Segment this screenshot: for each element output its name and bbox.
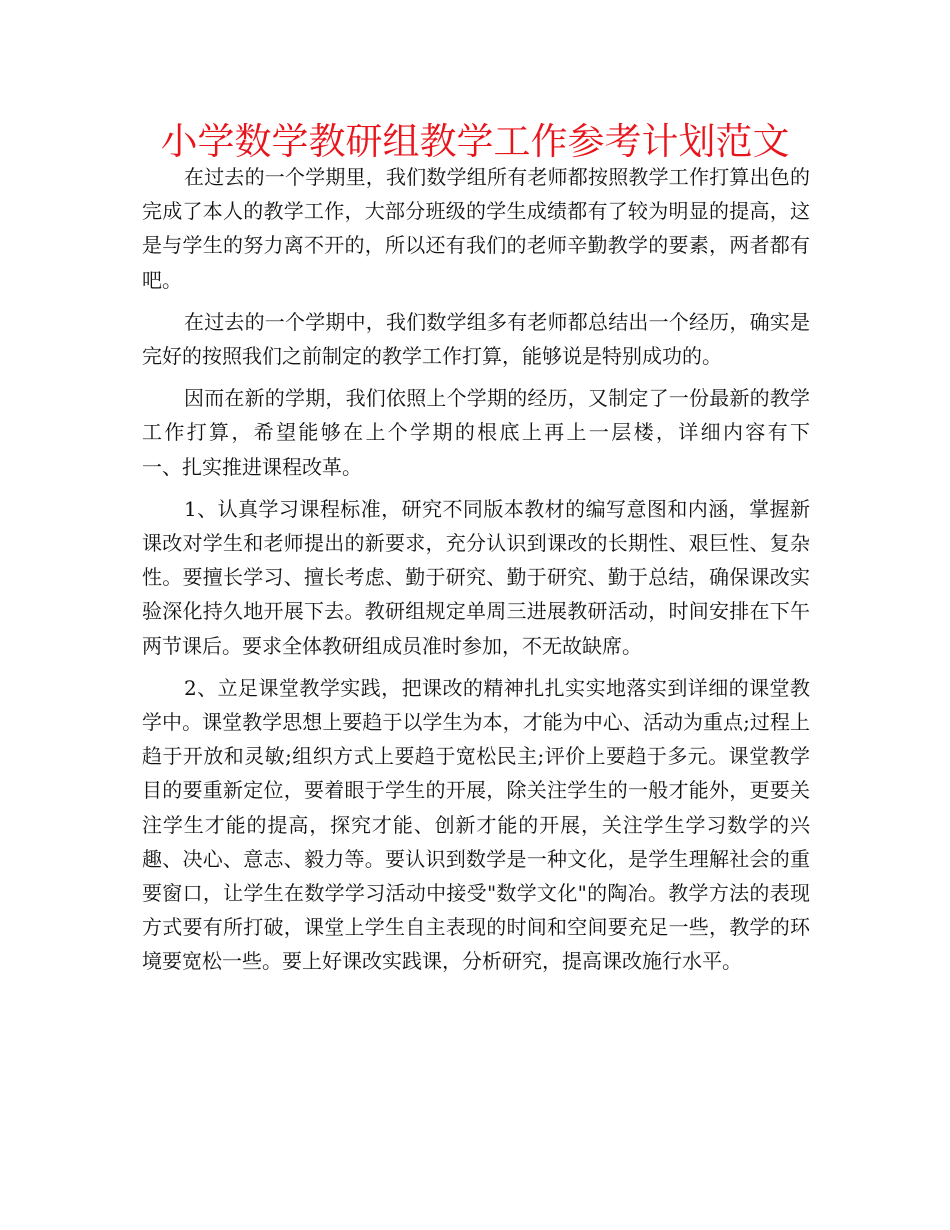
document-body <box>142 160 850 987</box>
document-title: 小学数学教研组教学工作参考计划范文 <box>160 120 790 163</box>
paragraph-5: 2、立足课堂教学实践，把课改的精神扎扎实实地落实到详细的课堂教学中。课堂教学思想上要趋于以学生为本，才能为中心、活动为重点;过程上趋于开放和灵敏;组织方式上要趋于宽松民主;评价上要趋于多元。课堂教学目的要重新定位，要着眼于学生的开展，除关注学生的一般才能外，更要关注学生才能的提高，探究才能、创新才能的开展，关注学生学习数学的兴趣、决心、意志、毅力等。要认识到数学是一种文化，是学生理解社会的重要窗口，让学生在数学学习活动中接受"数学文化"的陶冶。教学方法的表现方式要有所打破，课堂上学生自主表现的时间和空间要充足一些，教学的环境要宽松一些。要上好课改实践课，分析研究，提高课改施行水平。 <box>142 675 810 974</box>
paragraph-1: 在过去的一个学期里，我们数学组所有老师都按照教学工作打算出色的完成了本人的教学工作，大部分班级的学生成绩都有了较为明显的提高，这是与学生的努力离不开的，所以还有我们的老师辛勤教学的要素，两者都有吧。 <box>142 165 810 292</box>
paragraph-4: 1、认真学习课程标准，研究不同版本教材的编写意图和内涵，掌握新课改对学生和老师提出的新要求，充分认识到课改的长期性、艰巨性、复杂性。要擅长学习、擅长考虑、勤于研究、勤于研究、勤于总结，确保课改实验深化持久地开展下去。教研组规定单周三进展教研活动，时间安排在下午两节课后。要求全体教研组成员准时参加，不无故缺席。 <box>142 496 810 658</box>
paragraph-3: 因而在新的学期，我们依照上个学期的经历，又制定了一份最新的教学工作打算，希望能够在上个学期的根底上再上一层楼，详细内容有下 一、扎实推进课程改革。 <box>142 386 850 479</box>
paragraph-2: 在过去的一个学期中，我们数学组多有老师都总结出一个经历，确实是完好的按照我们之前制定的教学工作打算，能够说是特别成功的。 <box>142 309 810 369</box>
